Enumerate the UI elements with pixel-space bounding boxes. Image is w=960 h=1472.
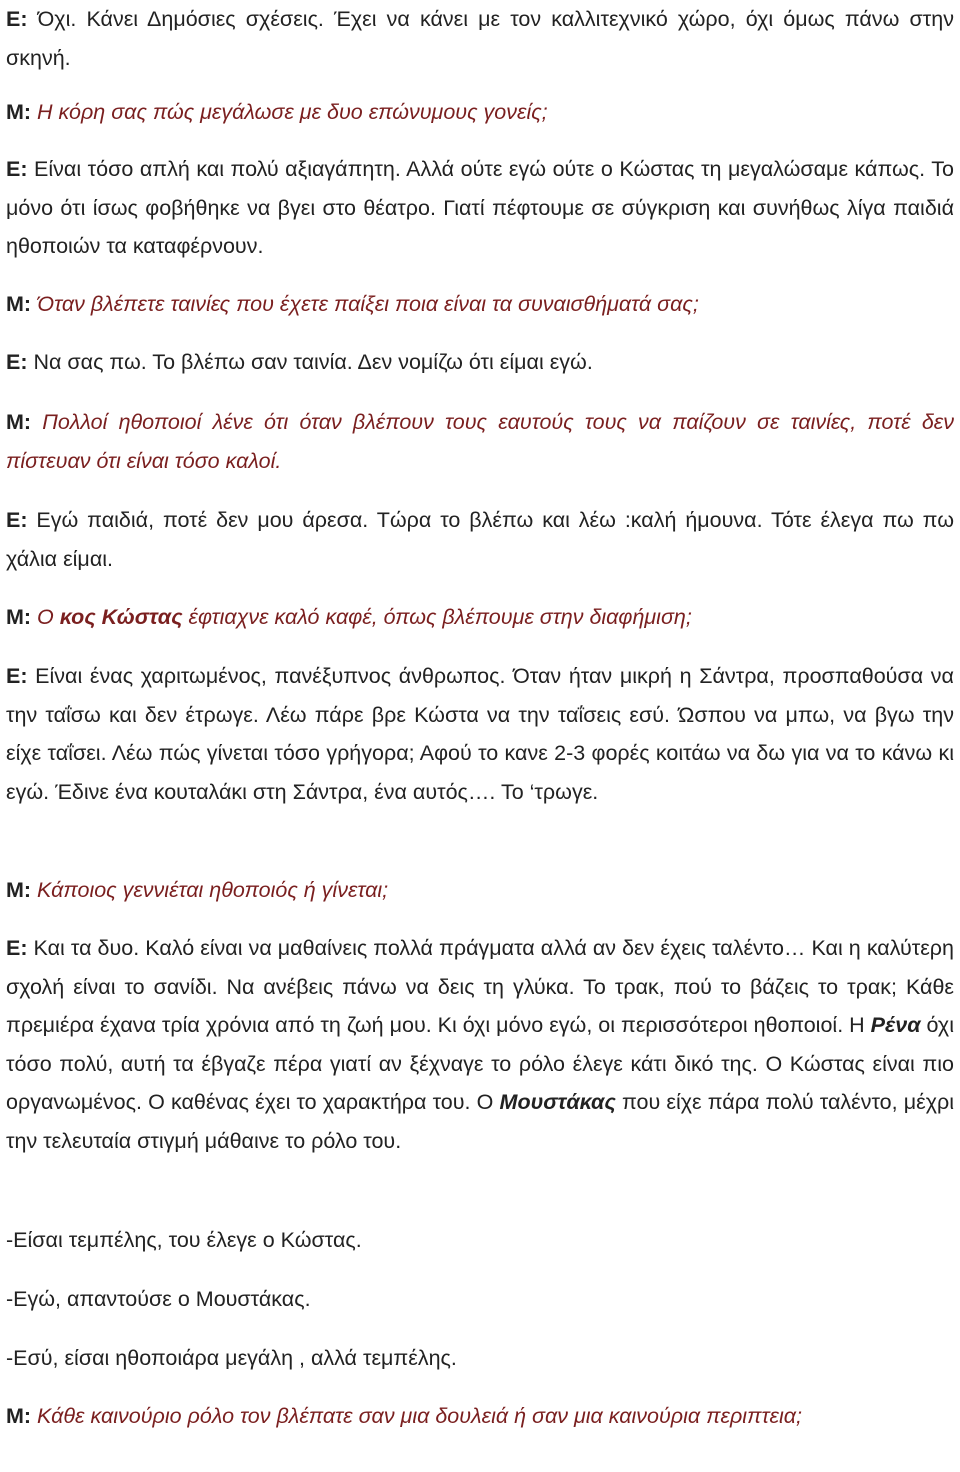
speaker-label: Ε: bbox=[6, 664, 28, 688]
person-name-emphasis: κος Κώστας bbox=[59, 605, 183, 629]
person-name-emphasis: Μουστάκας bbox=[499, 1090, 616, 1115]
paragraph-answer bbox=[6, 343, 954, 382]
speaker-label: Ε: bbox=[6, 936, 28, 960]
question-text: Πολλοί ηθοποιοί λένε ότι όταν βλέπουν τους εαυτούς τους να παίζουν σε ταινίες, ποτέ δεν πίστευαν ότι είναι τόσο καλοί. bbox=[6, 410, 954, 473]
dialogue-text: -Εσύ, είσαι ηθοποιάρα μεγάλη , αλλά τεμπέλης. bbox=[6, 1346, 457, 1370]
speaker-label: Μ: bbox=[6, 100, 32, 124]
speaker-label: Ε: bbox=[6, 508, 28, 532]
answer-text: Εγώ παιδιά, ποτέ δεν μου άρεσα. Τώρα το βλέπω και λέω :καλή ήμουνα. Τότε έλεγα πω πω χάλια είμαι. bbox=[6, 508, 954, 571]
paragraph-answer bbox=[6, 929, 954, 1161]
question-text: έφτιαχνε καλό καφέ, όπως βλέπουμε στην διαφήμιση; bbox=[182, 605, 692, 629]
speaker-label: Ε: bbox=[6, 350, 28, 374]
question-text: Κάποιος γεννιέται ηθοποιός ή γίνεται; bbox=[31, 878, 389, 902]
paragraph-question bbox=[6, 93, 954, 132]
paragraph-question bbox=[6, 871, 954, 910]
paragraph-answer bbox=[6, 0, 954, 77]
answer-text: που είχε πάρα πολύ ταλέντο, μέχρι την τελευταία στιγμή μάθαινε το ρόλο του. bbox=[6, 1090, 954, 1153]
answer-text: όχι τόσο πολύ, αυτή τα έβγαζε πέρα γιατί αν ξέχναγε το ρόλο έλεγε κάτι δικό της. Ο Κώστας είναι πιο οργανωμένος. Ο καθένας έχει το χαρακτήρα του. Ο bbox=[6, 1013, 954, 1115]
speaker-label: Μ: bbox=[6, 605, 32, 629]
paragraph-question bbox=[6, 1397, 954, 1436]
speaker-label: Ε: bbox=[6, 7, 28, 31]
speaker-label: Μ: bbox=[6, 1404, 32, 1428]
speaker-label: Ε: bbox=[6, 157, 28, 181]
answer-text: Είναι τόσο απλή και πολύ αξιαγάπητη. Αλλά ούτε εγώ ούτε ο Κώστας τη μεγαλώσαμε κάπως. Το μόνο ότι ίσως φοβήθηκε να βγει στο θέατρο. Γιατί πέφτουμε σε σύγκριση και συνήθως λίγα παιδιά ηθοποιών τα καταφέρνουν. bbox=[6, 157, 954, 259]
dialogue-line bbox=[6, 1280, 954, 1319]
paragraph-question bbox=[6, 598, 954, 637]
answer-text: Είναι ένας χαριτωμένος, πανέξυπνος άνθρωπος. Όταν ήταν μικρή η Σάντρα, προσπαθούσα να την ταΐσω και δεν έτρωγε. Λέω πάρε βρε Κώστα να την ταΐσεις εσύ. Ώσπου να μπω, να βγω την είχε ταΐσει. Λέω πώς γίνεται τόσο γρήγορα; Αφού το κανε 2-3 φορές κοιτάω να δω για να το κάνω κι εγώ. Έδινε ένα κουταλάκι στη Σάντρα, ένα αυτός…. Το ‘τρωγε. bbox=[6, 664, 954, 804]
question-text: Κάθε καινούριο ρόλο τον βλέπατε σαν μια δουλειά ή σαν μια καινούρια περιπτεια; bbox=[31, 1404, 802, 1428]
answer-text: Και τα δυο. Καλό είναι να μαθαίνεις πολλά πράγματα αλλά αν δεν έχεις ταλέντο… Και η καλύτερη σχολή είναι το σανίδι. Να ανέβεις πάνω να δεις τη γλύκα. Το τρακ, πού το βάζεις το τρακ; Κάθε πρεμιέρα έχανα τρία χρόνια από τη ζωή μου. Κι όχι μόνο εγώ, οι περισσότεροι ηθοποιοί. Η bbox=[6, 936, 954, 1038]
paragraph-question bbox=[6, 285, 954, 324]
speaker-label: Μ: bbox=[6, 292, 32, 316]
speaker-label: Μ: bbox=[6, 410, 32, 434]
paragraph-answer bbox=[6, 501, 954, 578]
paragraph-answer bbox=[6, 150, 954, 266]
question-text: Η κόρη σας πώς μεγάλωσε με δυο επώνυμους γονείς; bbox=[31, 100, 548, 124]
paragraph-answer bbox=[6, 657, 954, 811]
dialogue-line bbox=[6, 1221, 954, 1260]
speaker-label: Μ: bbox=[6, 878, 32, 902]
question-text: Όταν βλέπετε ταινίες που έχετε παίξει ποια είναι τα συναισθήματά σας; bbox=[31, 292, 699, 316]
answer-text: Να σας πω. Το βλέπω σαν ταινία. Δεν νομίζω ότι είμαι εγώ. bbox=[27, 350, 593, 374]
person-name-emphasis: Ρένα bbox=[870, 1013, 921, 1038]
paragraph-question bbox=[6, 403, 954, 480]
dialogue-text: -Εγώ, απαντούσε ο Μουστάκας. bbox=[6, 1287, 311, 1311]
answer-text: Όχι. Κάνει Δημόσιες σχέσεις. Έχει να κάνει με τον καλλιτεχνικό χώρο, όχι όμως πάνω στην σκηνή. bbox=[6, 7, 954, 70]
dialogue-text: -Είσαι τεμπέλης, του έλεγε ο Κώστας. bbox=[6, 1228, 362, 1252]
question-text: Ο bbox=[31, 605, 60, 629]
dialogue-line bbox=[6, 1339, 954, 1378]
